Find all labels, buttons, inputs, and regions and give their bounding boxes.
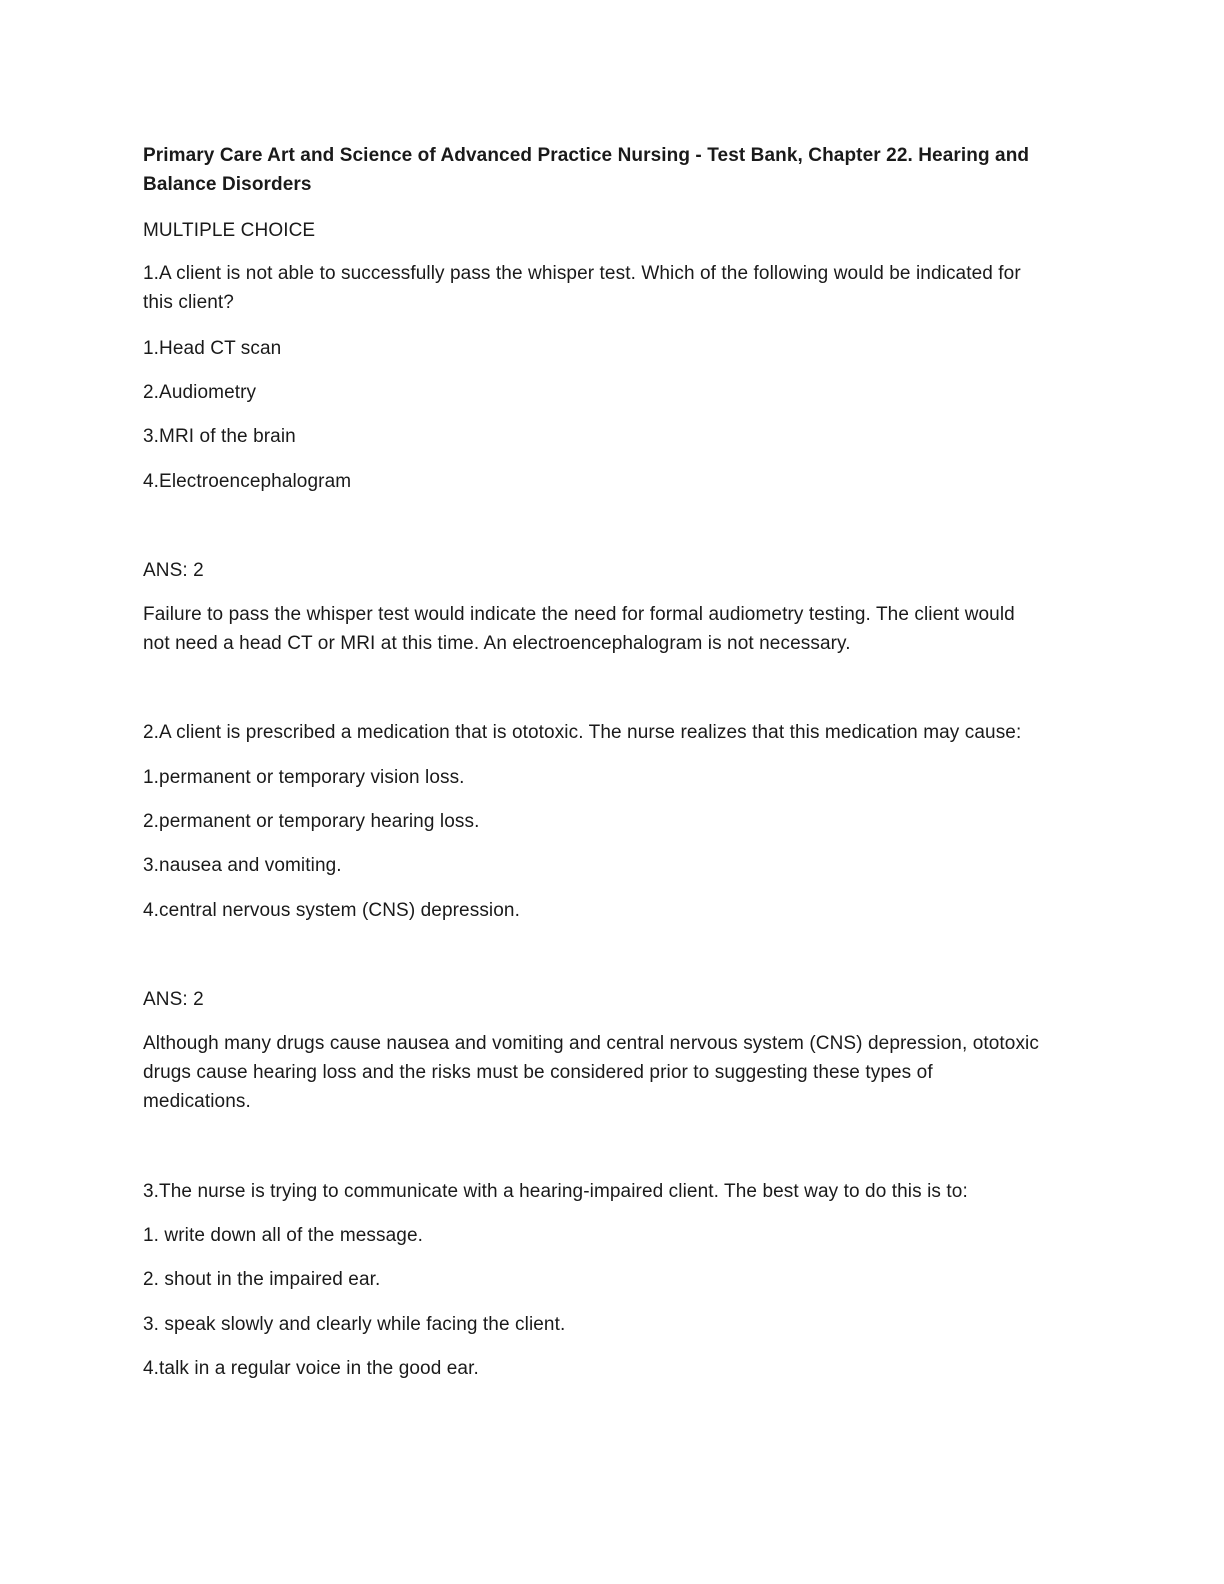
- question-1-stem-line-2: this client?: [143, 292, 234, 313]
- question-1-answer: ANS: 2: [143, 560, 204, 581]
- question-2-rationale-line-1: Although many drugs cause nausea and vomiting and central nervous system (CNS) depression, ototoxic: [143, 1033, 1039, 1054]
- question-2-rationale-line-2: drugs cause hearing loss and the risks must be considered prior to suggesting these types of: [143, 1062, 933, 1083]
- question-3-option-3: 3. speak slowly and clearly while facing the client.: [143, 1314, 566, 1335]
- question-2-option-3: 3.nausea and vomiting.: [143, 855, 342, 876]
- section-heading: MULTIPLE CHOICE: [143, 220, 316, 241]
- question-3-option-1: 1. write down all of the message.: [143, 1225, 423, 1246]
- question-1-stem-line-1: 1.A client is not able to successfully pass the whisper test. Which of the following would be indicated for: [143, 263, 1021, 284]
- question-2-stem-line-1: 2.A client is prescribed a medication that is ototoxic. The nurse realizes that this medication may cause:: [143, 722, 1022, 743]
- question-2-option-2: 2.permanent or temporary hearing loss.: [143, 811, 480, 832]
- question-1-option-1: 1.Head CT scan: [143, 338, 282, 359]
- document-title-line-2: Balance Disorders: [143, 174, 312, 195]
- question-3-stem-line-1: 3.The nurse is trying to communicate with a hearing-impaired client. The best way to do this is to:: [143, 1181, 968, 1202]
- question-2-option-1: 1.permanent or temporary vision loss.: [143, 767, 465, 788]
- document-title-line-1: Primary Care Art and Science of Advanced Practice Nursing - Test Bank, Chapter 22. Hearing and: [143, 145, 1030, 166]
- question-1-rationale-line-2: not need a head CT or MRI at this time. An electroencephalogram is not necessary.: [143, 633, 851, 654]
- question-2-option-4: 4.central nervous system (CNS) depression.: [143, 900, 520, 921]
- question-2-rationale-line-3: medications.: [143, 1091, 251, 1112]
- question-2-answer: ANS: 2: [143, 989, 204, 1010]
- question-3-option-4: 4.talk in a regular voice in the good ear.: [143, 1358, 479, 1379]
- question-1-option-3: 3.MRI of the brain: [143, 426, 296, 447]
- question-1-rationale-line-1: Failure to pass the whisper test would indicate the need for formal audiometry testing. The client would: [143, 604, 1015, 625]
- question-1-option-2: 2.Audiometry: [143, 382, 257, 403]
- question-3-option-2: 2. shout in the impaired ear.: [143, 1269, 381, 1290]
- question-1-option-4: 4.Electroencephalogram: [143, 471, 352, 492]
